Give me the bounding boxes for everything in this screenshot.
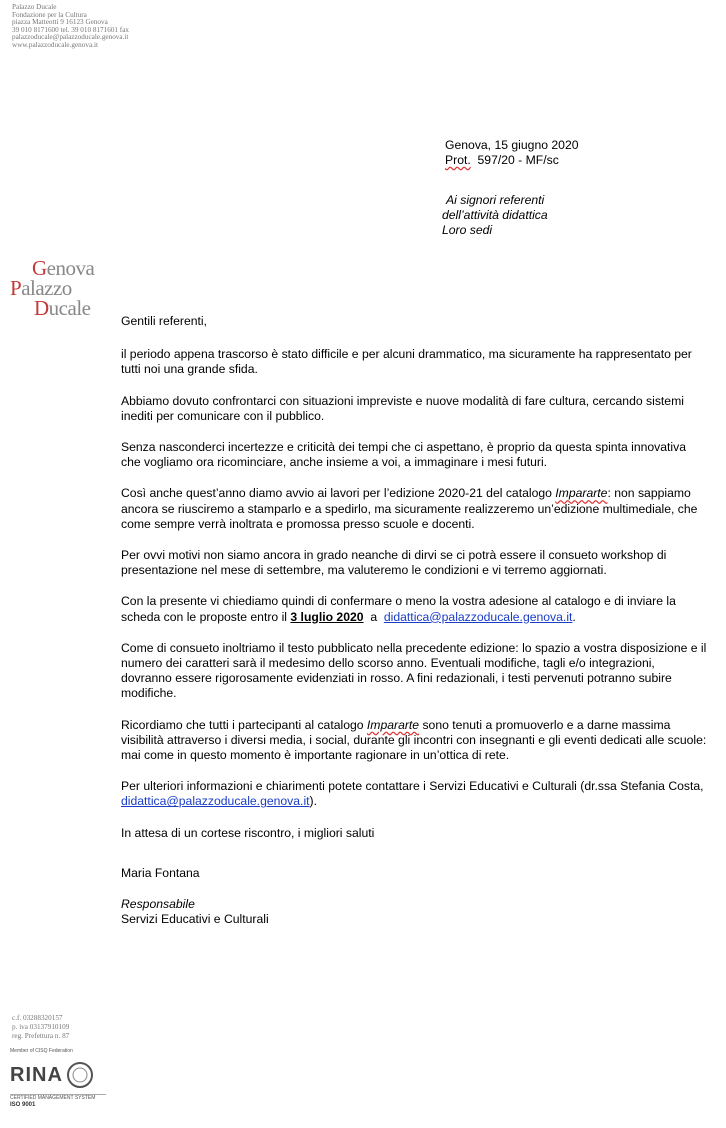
paragraph-text: ). — [309, 794, 317, 809]
paragraph: Abbiamo dovuto confrontarci con situazioni impreviste e nuove modalità di fare cultura, cercando sistemi inediti per comunicare con il pubblico. — [121, 393, 684, 423]
catalog-title: Impararte — [555, 486, 608, 501]
letterhead-line: palazzoducale@palazzoducale.genova.it — [12, 33, 129, 42]
paragraph-text: : non sappiamo ancora se riusciremo a stamparlo e a spedirlo, ma sicuramente realizzeremo un’edizione multimediale, che come sempre verrà inoltrata e promossa presso scuole e docenti. — [121, 486, 698, 531]
signer-department: Servizi Educativi e Culturali — [121, 912, 269, 927]
letterhead-line: www.palazzoducale.genova.it — [12, 40, 98, 49]
protocol-line — [445, 153, 579, 168]
management-system-text: CERTIFIED MANAGEMENT SYSTEM — [10, 1095, 96, 1101]
paragraph-text: a — [363, 609, 384, 624]
letterhead-line: piazza Matteotti 9 16123 Genova — [12, 18, 108, 27]
vat-number: p. iva 03137910109 — [12, 1023, 70, 1031]
logo-line-palazzo: Palazzo — [10, 276, 72, 300]
paragraph: il periodo appena trascorso è stato difficile e per alcuni drammatico, ma sicuramente ha rappresentato per tutti noi una grande sfida. — [121, 347, 692, 377]
signer-name: Maria Fontana — [121, 866, 200, 880]
cisq-member-text: Member of CISQ Federation — [10, 1048, 73, 1054]
palazzo-ducale-logo — [10, 258, 94, 318]
recipient-line: Ai signori referenti — [446, 193, 545, 207]
rina-logo — [10, 1056, 106, 1095]
letterhead-line: Palazzo Ducale — [12, 3, 57, 11]
footer-legal — [12, 1014, 69, 1041]
letterhead-line: 39 010 8171600 tel. 39 010 8171601 fax — [12, 25, 129, 34]
catalog-title: Impararte — [366, 717, 420, 732]
paragraph-text: Così anche quest’anno diamo avvio ai lavori per l’edizione 2020-21 del catalogo — [121, 486, 556, 501]
signature-block — [121, 866, 269, 928]
paragraph — [121, 779, 709, 809]
paragraph-text: sono tenuti a promuoverlo e a darne massima visibilità attraverso i diversi media, i social, durante gli incontri con insegnanti e gli eventi dedicati alle scuole: mai come in questo momento è importante ragionare in un’ottica di rete. — [121, 717, 707, 763]
paragraph — [121, 486, 709, 532]
logo-line-ducale: Ducale — [34, 296, 91, 320]
recipient-block — [442, 193, 548, 239]
date-block — [445, 138, 579, 168]
protocol-number: 597/20 - MF/sc — [470, 153, 559, 167]
logo-line-genova: Genova — [32, 256, 95, 280]
email-link[interactable]: didattica@palazzoducale.genova.it — [383, 609, 573, 624]
paragraph: Senza nasconderci incertezze e criticità dei tempi che ci aspettano, è proprio da questa spinta innovativa che vogliamo ora ricominciare, anche insieme a voi, a immaginare i mesi futuri. — [121, 440, 687, 470]
greeting: Gentili referenti, — [121, 314, 208, 328]
protocol-label: Prot. — [445, 153, 471, 167]
email-link[interactable]: didattica@palazzoducale.genova.it — [121, 794, 310, 809]
iso-standard: ISO 9001 — [10, 1102, 36, 1108]
recipient-line: dell’attività didattica — [442, 208, 548, 223]
paragraph-text: Ricordiamo che tutti i partecipanti al catalogo — [121, 717, 367, 732]
paragraph: Come di consueto inoltriamo il testo pubblicato nella precedente edizione: lo spazio a vostra disposizione e il numero dei caratteri sarà il medesimo dello scorso anno. Eventuali modifiche, tagli e/o integrazioni, dovranno essere rigorosamente evidenziati in rosso. A fini redazionali, i testi pervenuti potranno subire modifiche. — [121, 640, 707, 701]
paragraph — [121, 594, 709, 624]
registration: reg. Prefettura n. 87 — [12, 1032, 70, 1040]
tax-code: c.f. 03288320157 — [12, 1014, 63, 1022]
letter-body — [121, 314, 709, 857]
certification-badge — [10, 1048, 106, 1108]
paragraph: Per ovvi motivi non siamo ancora in grado neanche di dirvi se ci potrà essere il consueto workshop di presentazione nel mese di settembre, ma valuteremo le condizioni e vi terremo aggiornati. — [121, 548, 667, 578]
paragraph-text: . — [572, 609, 576, 624]
paragraph-text: Con la presente vi chiediamo quindi di confermare o meno la vostra adesione al catalogo e di inviare la scheda con le proposte entro il — [121, 594, 676, 624]
signer-role: Responsabile — [121, 897, 195, 912]
recipient-line: Loro sedi — [442, 223, 493, 238]
letterhead-address — [12, 4, 129, 50]
letterhead-line: Fondazione per la Cultura — [12, 10, 87, 19]
place-date: Genova, 15 giugno 2020 — [445, 138, 579, 152]
closing: In attesa di un cortese riscontro, i migliori saluti — [121, 825, 375, 840]
paragraph — [121, 718, 709, 764]
iqnet-seal-icon — [66, 1061, 94, 1089]
rina-wordmark: RINA — [10, 1063, 63, 1086]
deadline-date: 3 luglio 2020 — [290, 609, 364, 624]
paragraph-text: Per ulteriori informazioni e chiarimenti potete contattare i Servizi Educativi e Culturali (dr.ssa Stefania Costa, — [121, 779, 704, 794]
